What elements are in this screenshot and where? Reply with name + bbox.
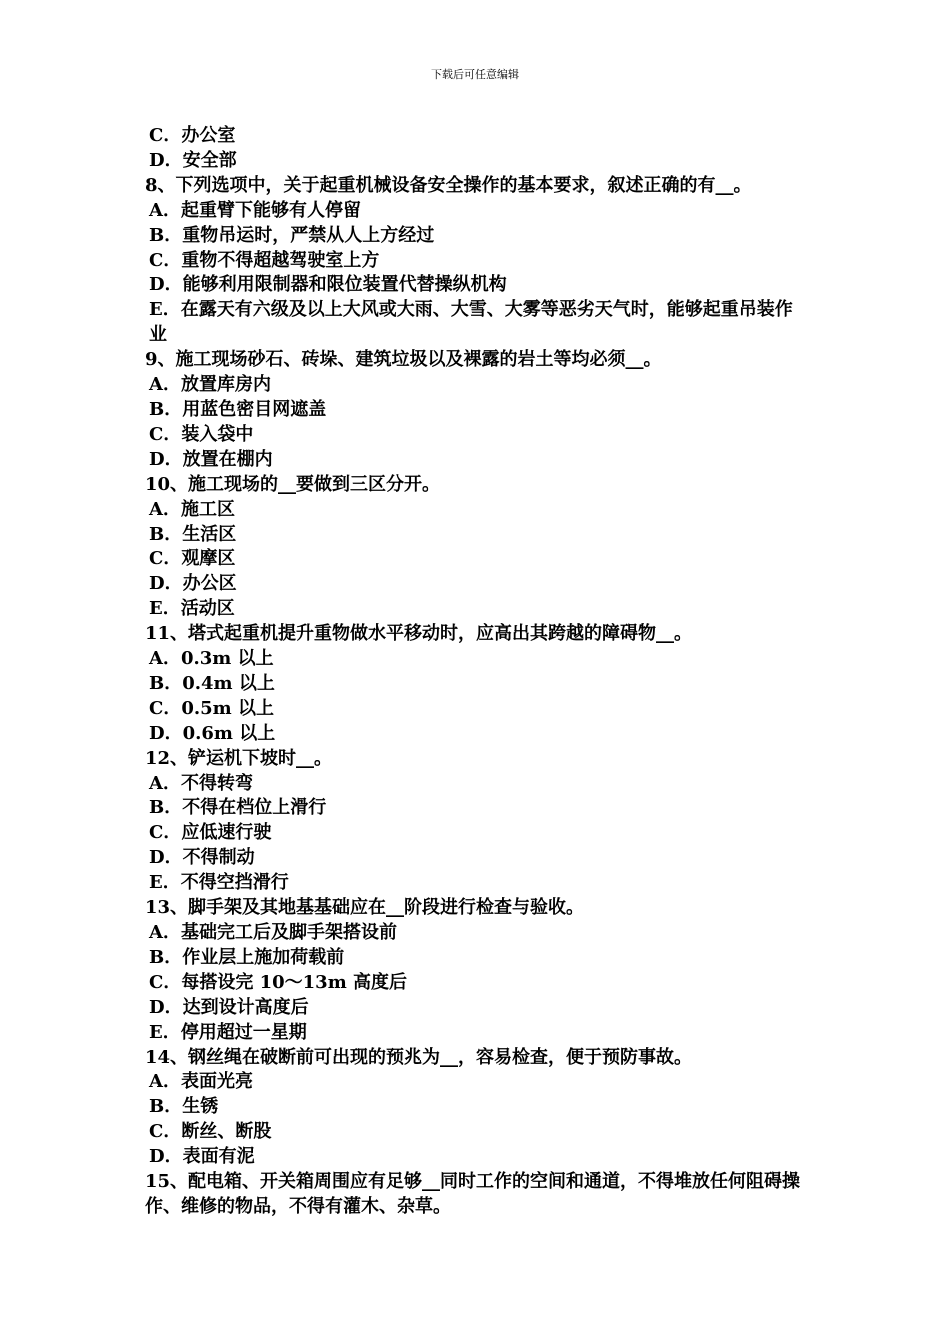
- option-line: C．应低速行驶: [149, 822, 272, 844]
- question-line: 10、施工现场的__要做到三区分开。: [145, 473, 441, 495]
- question-line: 14、钢丝绳在破断前可出现的预兆为__，容易检查，便于预防事故。: [145, 1046, 693, 1068]
- option-line: A．放置库房内: [149, 374, 271, 396]
- option-line: B．生活区: [149, 523, 237, 545]
- option-line: D．达到设计高度后: [149, 996, 309, 1018]
- option-line: A．不得转弯: [149, 772, 253, 794]
- option-line: D．安全部: [149, 149, 237, 171]
- page-header: 下载后可任意编辑: [431, 68, 519, 81]
- option-line: D．表面有泥: [149, 1146, 255, 1168]
- option-line: D．办公区: [149, 573, 237, 595]
- question-line: 11、塔式起重机提升重物做水平移动时，应高出其跨越的障碍物__。: [145, 623, 693, 645]
- option-line: B．生锈: [149, 1096, 219, 1118]
- option-line: C．断丝、断股: [149, 1121, 272, 1143]
- option-line: B．0.4m 以上: [149, 672, 275, 694]
- option-line: A．起重臂下能够有人停留: [149, 199, 361, 221]
- option-line: C．观摩区: [149, 548, 236, 570]
- option-line: E．在露天有六级及以上大风或大雨、大雪、大雾等恶劣天气时，能够起重吊装作业: [149, 299, 793, 346]
- option-line: C．办公室: [149, 125, 236, 146]
- document-body: [145, 124, 810, 1220]
- option-line: B．重物吊运时，严禁从人上方经过: [149, 224, 435, 246]
- option-line: C．每搭设完 10～13m 高度后: [149, 971, 408, 993]
- option-line: E．活动区: [149, 598, 235, 620]
- question-line: 12、铲运机下坡时__。: [145, 747, 333, 769]
- option-line: D．能够利用限制器和限位装置代替操纵机构: [149, 274, 507, 296]
- option-line: E．不得空挡滑行: [149, 872, 289, 894]
- option-line: D．不得制动: [149, 847, 255, 869]
- option-line: A．表面光亮: [149, 1071, 253, 1093]
- question-line: 8、下列选项中，关于起重机械设备安全操作的基本要求，叙述正确的有__。: [145, 174, 752, 196]
- question-line: 13、脚手架及其地基基础应在__阶段进行检查与验收。: [145, 897, 585, 919]
- option-line: C．0.5m 以上: [149, 697, 274, 719]
- option-line: B．用蓝色密目网遮盖: [149, 398, 327, 420]
- option-line: C．重物不得超越驾驶室上方: [149, 249, 380, 271]
- question-line: 15、配电箱、开关箱周围应有足够__同时工作的空间和通道，不得堆放任何阻碍操作、维修的物品，不得有灌木、杂草。: [145, 1171, 801, 1217]
- option-line: D．0.6m 以上: [149, 722, 276, 744]
- option-line: A．基础完工后及脚手架搭设前: [149, 922, 397, 943]
- question-line: 9、施工现场砂石、砖垛、建筑垃圾以及裸露的岩土等均必须__。: [145, 349, 662, 371]
- option-line: C．装入袋中: [149, 423, 254, 445]
- option-line: E．停用超过一星期: [149, 1021, 307, 1043]
- option-line: A．施工区: [149, 498, 235, 520]
- option-line: B．作业层上施加荷载前: [149, 946, 345, 968]
- option-line: A．0.3m 以上: [149, 648, 274, 670]
- option-line: D．放置在棚内: [149, 448, 273, 470]
- option-line: B．不得在档位上滑行: [149, 797, 327, 819]
